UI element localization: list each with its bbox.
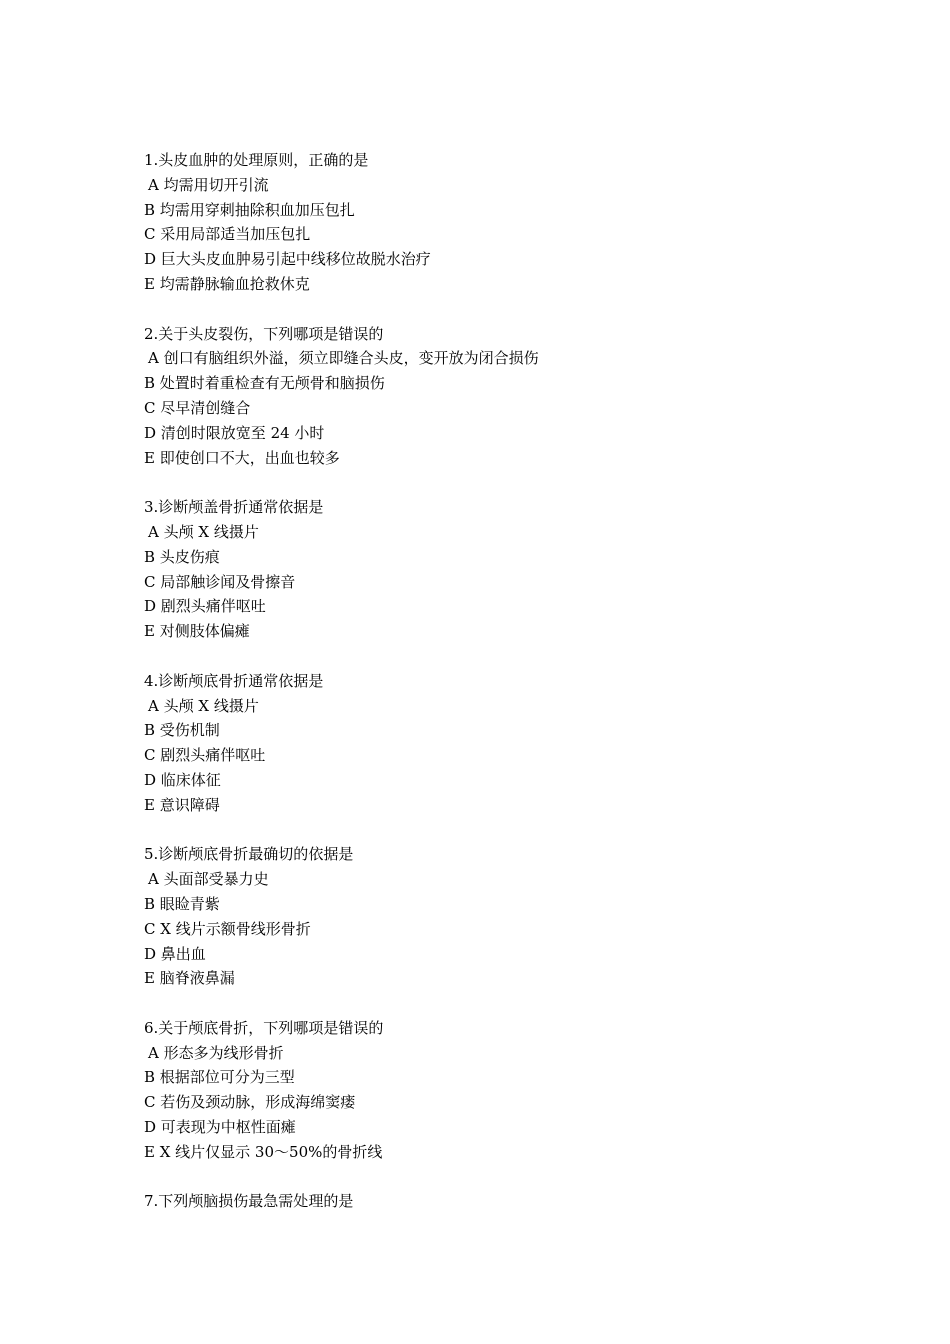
option-d: D 剧烈头痛伴呕吐 [144, 597, 266, 616]
option-a: A 均需用切开引流 [148, 175, 269, 194]
option-b: B 根据部位可分为三型 [144, 1068, 295, 1087]
option-e: E X 线片仅显示 30～50%的骨折线 [144, 1142, 383, 1161]
option-a: A 形态多为线形骨折 [148, 1043, 284, 1062]
option-a: A 头颅 X 线摄片 [148, 522, 259, 541]
option-d: D 巨大头皮血肿易引起中线移位故脱水治疗 [144, 250, 431, 269]
option-b: B 处置时着重检查有无颅骨和脑损伤 [144, 374, 385, 393]
question-stem: 7.下列颅脑损伤最急需处理的是 [144, 1192, 354, 1211]
option-b: B 头皮伤痕 [144, 547, 220, 566]
option-c: C X 线片示额骨线形骨折 [144, 919, 311, 938]
question-2 [144, 322, 844, 471]
question-stem: 4.诊断颅底骨折通常依据是 [144, 671, 324, 690]
option-e: E 对侧肢体偏瘫 [144, 622, 250, 641]
option-c: C 尽早清创缝合 [144, 398, 251, 417]
option-a: A 头颅 X 线摄片 [148, 696, 259, 715]
option-c: C 局部触诊闻及骨擦音 [144, 572, 296, 591]
option-c: C 采用局部适当加压包扎 [144, 225, 311, 244]
question-5 [144, 842, 844, 991]
option-e: E 均需静脉输血抢救休克 [144, 274, 310, 293]
option-c: C 剧烈头痛伴呕吐 [144, 746, 266, 765]
option-b: B 眼睑青紫 [144, 894, 220, 913]
option-d: D 清创时限放宽至 24 小时 [144, 423, 325, 442]
option-a: A 创口有脑组织外溢，须立即缝合头皮，变开放为闭合损伤 [148, 349, 539, 368]
option-a: A 头面部受暴力史 [148, 870, 269, 889]
option-d: D 可表现为中枢性面瘫 [144, 1118, 296, 1137]
option-e: E 即使创口不大，出血也较多 [144, 448, 340, 467]
question-4 [144, 669, 844, 818]
document-page [144, 148, 844, 1239]
option-e: E 意识障碍 [144, 795, 220, 814]
option-e: E 脑脊液鼻漏 [144, 969, 235, 988]
question-stem: 6.关于颅底骨折，下列哪项是错误的 [144, 1018, 384, 1037]
option-d: D 鼻出血 [144, 944, 206, 963]
question-stem: 1.头皮血肿的处理原则，正确的是 [144, 151, 369, 169]
question-1 [144, 148, 844, 297]
option-c: C 若伤及颈动脉，形成海绵窦瘘 [144, 1093, 356, 1112]
question-7 [144, 1189, 844, 1214]
option-b: B 均需用穿刺抽除积血加压包扎 [144, 200, 355, 219]
option-b: B 受伤机制 [144, 721, 220, 740]
question-6 [144, 1016, 844, 1165]
question-stem: 5.诊断颅底骨折最确切的依据是 [144, 845, 354, 864]
option-d: D 临床体征 [144, 770, 221, 789]
question-3 [144, 495, 844, 644]
question-stem: 3.诊断颅盖骨折通常依据是 [144, 498, 324, 517]
question-stem: 2.关于头皮裂伤，下列哪项是错误的 [144, 324, 384, 343]
